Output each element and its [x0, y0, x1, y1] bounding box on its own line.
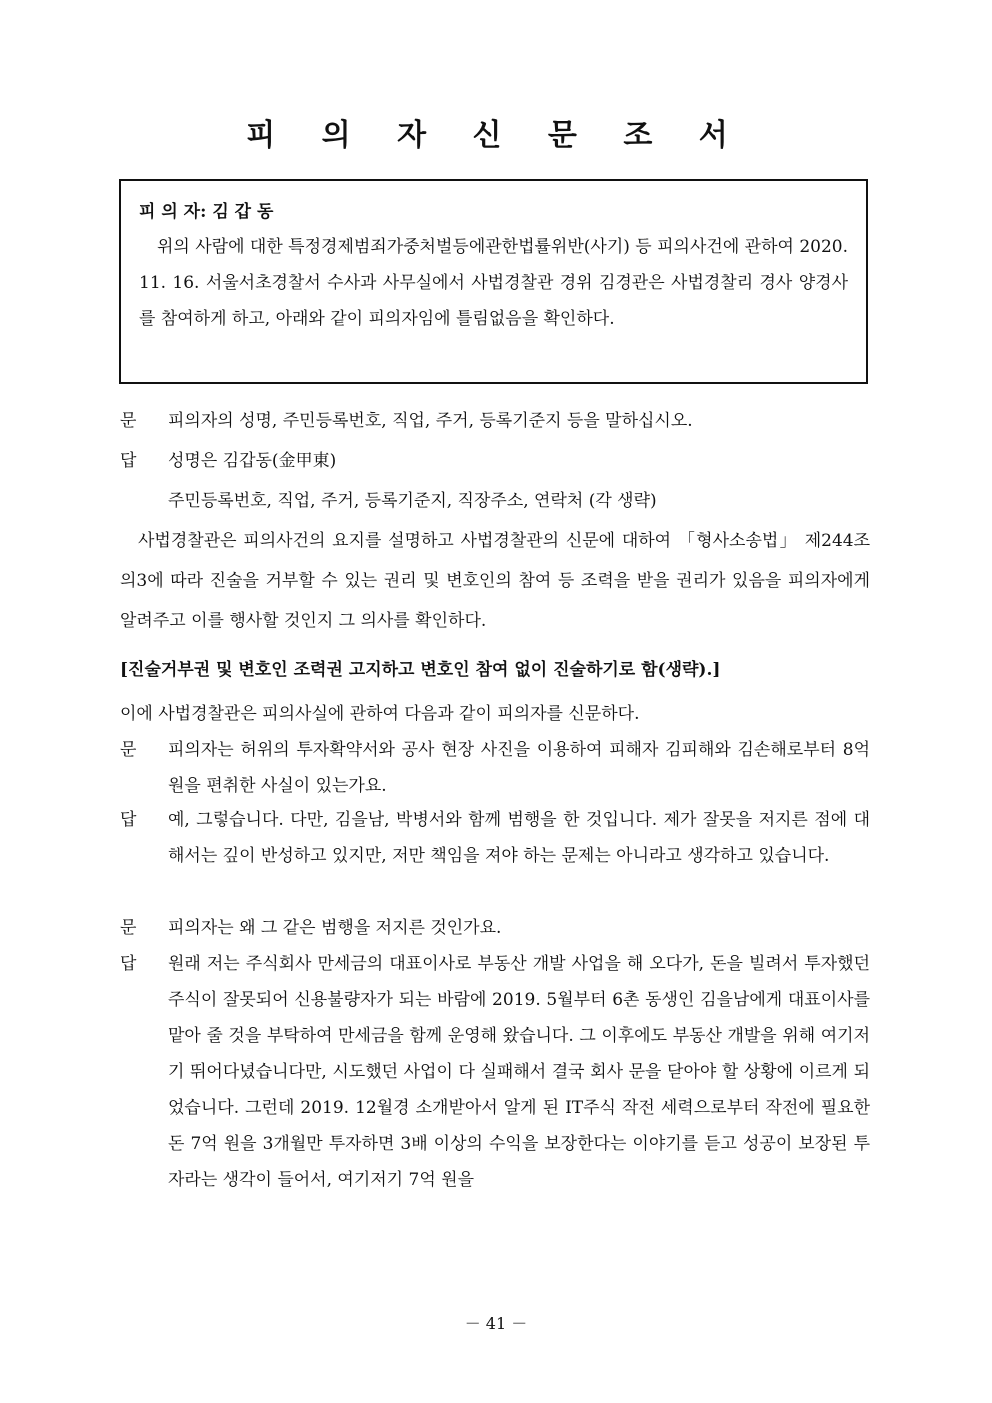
answer-label: 답 — [120, 810, 137, 830]
rights-notice: 사법경찰관은 피의사건의 요지를 설명하고 사법경찰관의 신문에 대하여 「형사소송법」 제244조의3에 따라 진술을 거부할 수 있는 권리 및 변호인의 참여 등 조력을 받을 권리가 있음을 피의자에게 알려주고 이를 행사할 것인지 그 의사를 확인하다. — [120, 531, 870, 631]
answer-label: 답 — [120, 954, 137, 974]
page-number: － 41 － — [464, 1314, 528, 1333]
answer-3: 원래 저는 주식회사 만세금의 대표이사로 부동산 개발 사업을 해 오다가, 돈을 빌려서 투자했던 주식이 잘못되어 신용불량자가 되는 바람에 2019. 5월부터 6촌 동생인 김을남에게 대표이사를 맡아 줄 것을 부탁하여 만세금을 함께 운영해 왔습니다. 그 이후에도 부동산 개발을 위해 여기저기 뛰어다녔습니다만, 시도했던 사업이 다 실패해서 결국 회사 문을 닫아야 할 상황에 이르게 되었습니다. 그런데 2019. 12월경 소개받아서 알게 된 IT주식 작전 세력으로부터 작전에 필요한 돈 7억 원을 3개월만 투자하면 3배 이상의 수익을 보장한다는 이야기를 듣고 성공이 보장된 투자라는 생각이 들어서, 여기저기 7억 원을 — [168, 954, 870, 1190]
answer-1-extra: 주민등록번호, 직업, 주거, 등록기준지, 직장주소, 연락처 (각 생략) — [168, 491, 657, 511]
suspect-label: 피 의 자: — [139, 202, 207, 222]
interrogation-intro: 이에 사법경찰관은 피의사실에 관하여 다음과 같이 피의자를 신문하다. — [120, 704, 640, 724]
suspect-line — [139, 197, 848, 227]
question-3: 피의자는 왜 그 같은 범행을 저지른 것인가요. — [168, 918, 502, 938]
answer-2: 예, 그렇습니다. 다만, 김을남, 박병서와 함께 범행을 한 것입니다. 제가 잘못을 저지른 점에 대해서는 깊이 반성하고 있지만, 저만 책임을 져야 하는 문제는 아니라고 생각하고 있습니다. — [168, 810, 870, 866]
question-label: 문 — [120, 740, 137, 760]
header-box-text: 위의 사람에 대한 특정경제범죄가중처벌등에관한법률위반(사기) 등 피의사건에 관하여 2020. 11. 16. 서울서초경찰서 수사과 사무실에서 사법경찰관 경위 김경관은 사법경찰리 경사 양경사를 참여하게 하고, 아래와 같이 피의자임에 틀림없음을 확인하다. — [139, 237, 848, 329]
suspect-name: 김 갑 동 — [212, 202, 274, 222]
document-title: 피 의 자 신 문 조 서 — [246, 118, 746, 153]
header-box — [119, 179, 868, 384]
question-label: 문 — [120, 918, 137, 938]
question-label: 문 — [120, 411, 137, 431]
bracket-note: [진술거부권 및 변호인 조력권 고지하고 변호인 참여 없이 진술하기로 함(생략).] — [120, 660, 721, 680]
answer-label: 답 — [120, 451, 137, 471]
question-2: 피의자는 허위의 투자확약서와 공사 현장 사진을 이용하여 피해자 김피해와 김손해로부터 8억 원을 편취한 사실이 있는가요. — [168, 740, 870, 796]
question-1: 피의자의 성명, 주민등록번호, 직업, 주거, 등록기준지 등을 말하십시오. — [168, 411, 693, 431]
answer-1: 성명은 김갑동(金甲東) — [168, 451, 337, 471]
